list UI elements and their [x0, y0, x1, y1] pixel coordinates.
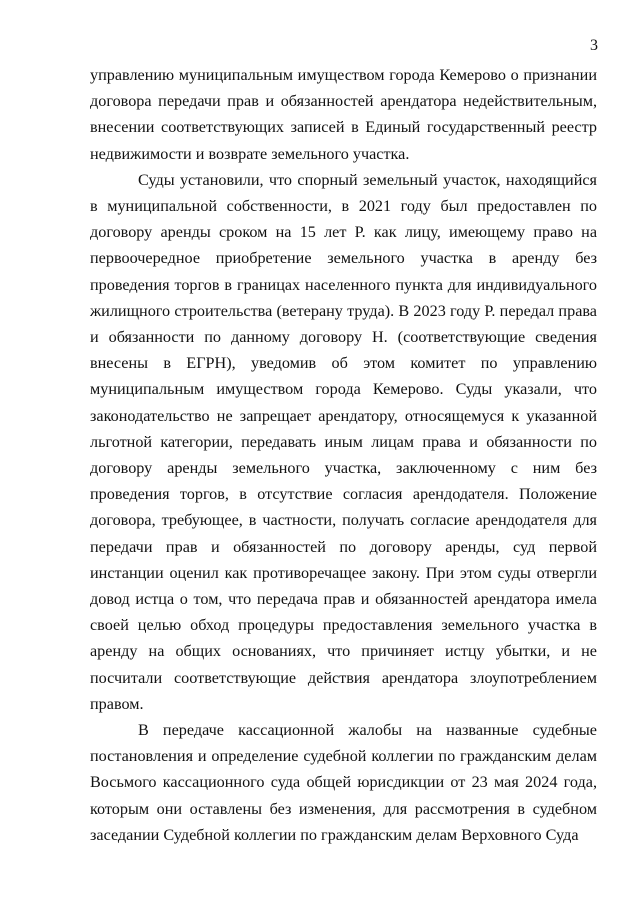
page-number: 3 [590, 37, 598, 54]
paragraph-continuation: управлению муниципальным имуществом города Кемерово о признании договора передачи прав и обязанностей арендатора недействительным, внесении соответствующих записей в Единый государственный реестр недвижимости и возврате земельного участка. [90, 66, 597, 163]
document-body [90, 62, 597, 848]
paragraph-cassation: В передаче кассационной жалобы на названные судебные постановления и определение судебной коллегии по гражданским делам Восьмого кассационного суда общей юрисдикции от 23 мая 2024 года, которым они оставлены без изменения, для рассмотрения в судебном заседании Судебной коллегии по гражданским делам Верховного Суда [90, 721, 597, 844]
paragraph-court-findings: Суды установили, что спорный земельный участок, находящийся в муниципальной собственности, в 2021 году был предоставлен по договору аренды сроком на 15 лет Р. как лицу, имеющему право на первоочередное приобретение земельного участка в аренду без проведения торгов в границах населенного пункта для индивидуального жилищного строительства (ветерану труда). В 2023 году Р. передал права и обязанности по данному договору Н. (соответствующие сведения внесены в ЕГРН), уведомив об этом комитет по управлению муниципальным имуществом города Кемерово. Суды указали, что законодательство не запрещает арендатору, относящемуся к указанной льготной категории, передавать иным лицам права и обязанности по договору аренды земельного участка, заключенному с ним без проведения торгов, в отсутствие согласия арендодателя. Положение договора, требующее, в частности, получать согласие арендодателя для передачи прав и обязанностей по договору аренды, суд первой инстанции оценил как противоречащее закону. При этом суды отвергли довод истца о том, что передача прав и обязанностей арендатора имела своей целью обход процедуры предоставления земельного участка в аренду на общих основаниях, что причиняет истцу убытки, и не посчитали соответствующие действия арендатора злоупотреблением правом. [90, 170, 597, 713]
